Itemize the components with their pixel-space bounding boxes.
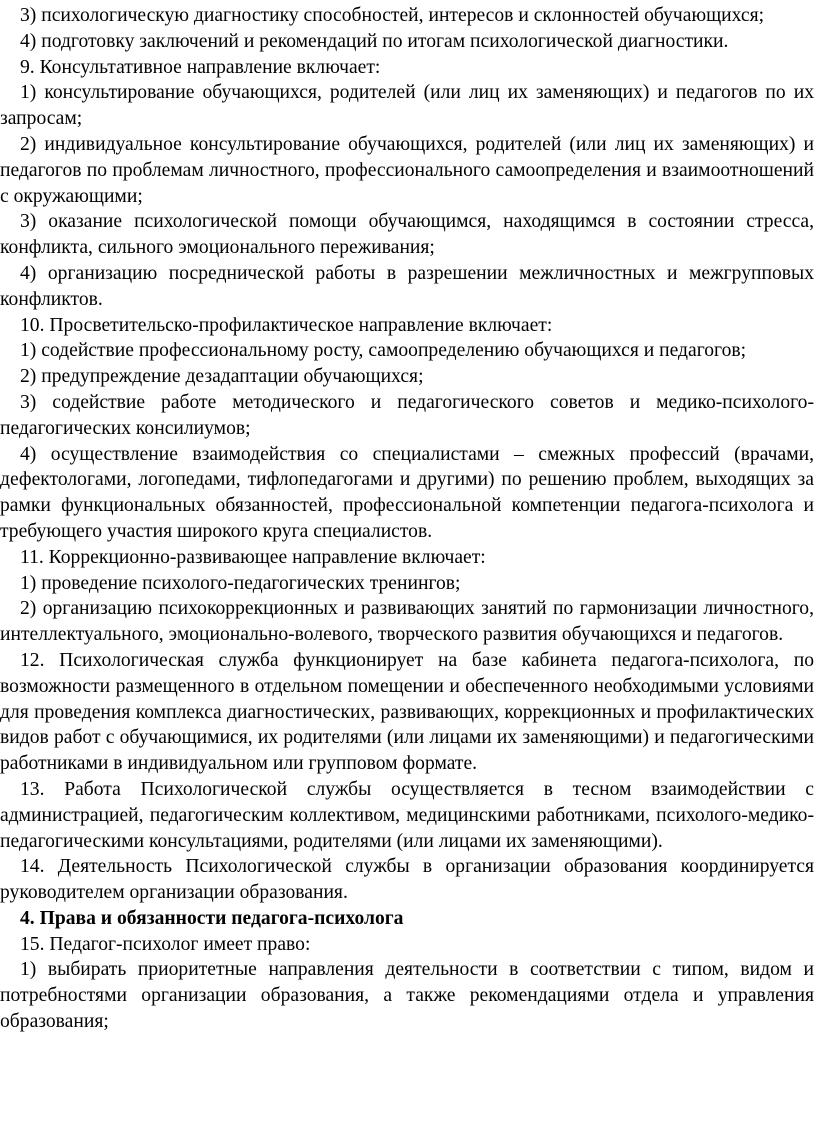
paragraph-9-item-3: 3) оказание психологической помощи обучающимся, находящимся в состоянии стресса, конфликта, сильного эмоционального переживания; — [0, 211, 814, 259]
paragraph-item-4-conclusions: 4) подготовку заключений и рекомендаций по итогам психологической диагностики. — [20, 30, 729, 52]
paragraph-9-item-1: 1) консультирование обучающихся, родителей (или лиц их заменяющих) и педагогов по их запросам; — [0, 82, 814, 130]
paragraph-section-10: 10. Просветительско-профилактическое направление включает: — [20, 314, 553, 336]
paragraph-section-14: 14. Деятельность Психологической службы в организации образования координируется руководителем организации образования. — [0, 856, 814, 904]
paragraph-15-item-1: 1) выбирать приоритетные направления деятельности в соответствии с типом, видом и потребностями организации образования, а также рекомендациями отдела и управления образования; — [0, 959, 814, 1033]
paragraph-section-9: 9. Консультативное направление включает: — [20, 56, 381, 78]
paragraph-item-3-diagnostics: 3) психологическую диагностику способностей, интересов и склонностей обучающихся; — [20, 5, 765, 26]
paragraph-section-11: 11. Коррекционно-развивающее направление включает: — [20, 546, 486, 568]
document-page — [0, 3, 816, 1035]
paragraph-9-item-2: 2) индивидуальное консультирование обучающихся, родителей (или лиц их заменяющих) и педагогов по проблемам личностного, профессионального самоопределения и взаимоотношений с окружающими; — [0, 133, 814, 207]
paragraph-section-15: 15. Педагог-психолог имеет право: — [20, 933, 311, 955]
paragraph-10-item-2: 2) предупреждение дезадаптации обучающихся; — [20, 366, 424, 388]
paragraph-11-item-2: 2) организацию психокоррекционных и развивающих занятий по гармонизации личностного, интеллектуального, эмоционально-волевого, творческого развития обучающихся и педагогов. — [0, 598, 814, 646]
section-heading-rights-and-duties: 4. Права и обязанности педагога-психолога — [20, 907, 404, 929]
paragraph-10-item-1: 1) содействие профессиональному росту, самоопределению обучающихся и педагогов; — [20, 340, 747, 362]
paragraph-9-item-4: 4) организацию посреднической работы в разрешении межличностных и межгрупповых конфликтов. — [0, 262, 814, 310]
paragraph-11-item-1: 1) проведение психолого-педагогических тренингов; — [20, 572, 461, 594]
paragraph-section-13: 13. Работа Психологической службы осуществляется в тесном взаимодействии с администрацией, педагогическим коллективом, медицинскими работниками, психолого-медико-педагогическими консультациями, родителями (или лицами их заменяющими). — [0, 778, 814, 852]
paragraph-10-item-4: 4) осуществление взаимодействия со специалистами – смежных профессий (врачами, дефектологами, логопедами, тифлопедагогами и другими) по решению проблем, выходящих за рамки функциональных обязанностей, профессиональной компетенции педагога-психолога и требующего участия широкого круга специалистов. — [0, 443, 814, 542]
paragraph-10-item-3: 3) содействие работе методического и педагогического советов и медико-психолого-педагогических консилиумов; — [0, 391, 814, 439]
paragraph-section-12: 12. Психологическая служба функционирует на базе кабинета педагога-психолога, по возможности размещенного в отдельном помещении и обеспеченного необходимыми условиями для проведения комплекса диагностических, развивающих, коррекционных и профилактических видов работ с обучающимися, их родителями (или лицами их заменяющими) и педагогическими работниками в индивидуальном или групповом формате. — [0, 649, 814, 775]
